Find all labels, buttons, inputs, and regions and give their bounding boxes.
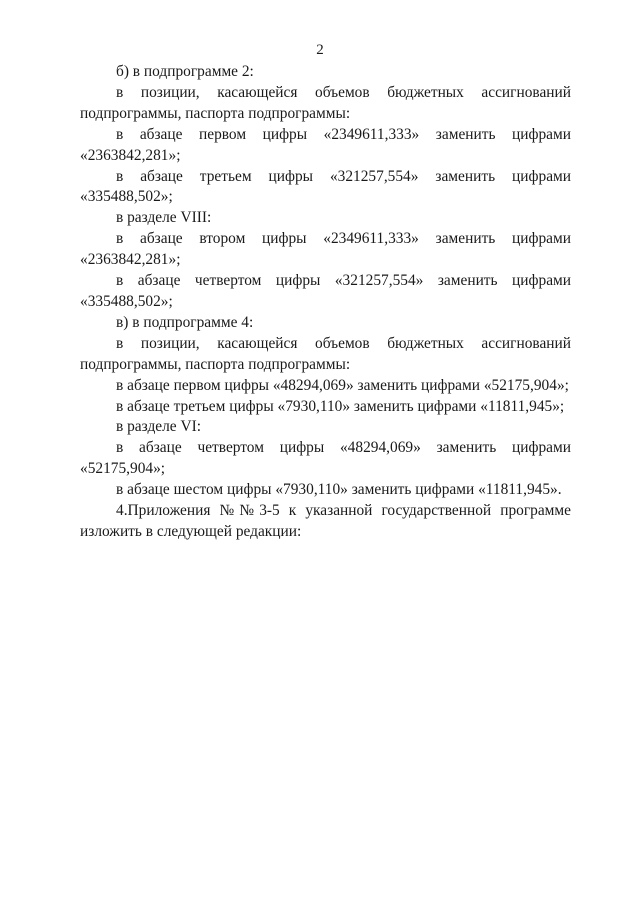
text-line: «52175,904»; [80, 460, 166, 478]
section-vi-heading: в разделе VI: [116, 418, 201, 436]
text-line: в абзаце третьем цифры «321257,554» заменить цифрами [116, 167, 571, 185]
text-line: «2363842,281»; [80, 146, 181, 164]
text-line: в абзаце шестом цифры «7930,110» заменить цифрами «11811,945». [116, 481, 562, 499]
text-line: изложить в следующей редакции: [80, 522, 302, 540]
text-line: подпрограммы, паспорта подпрограммы: [80, 355, 351, 373]
text-line: «2363842,281»; [80, 251, 181, 269]
text-line: в абзаце первом цифры «2349611,333» заменить цифрами [116, 125, 571, 143]
text-line: подпрограммы, паспорта подпрограммы: [80, 104, 351, 122]
text-line: в абзаце втором цифры «2349611,333» заменить цифрами [116, 230, 571, 248]
appendices-paragraph: 4.Приложения №№3-5 к указанной государственной программе [116, 502, 571, 520]
text-line: «335488,502»; [80, 188, 173, 206]
text-line: «335488,502»; [80, 292, 173, 310]
text-line: в абзаце четвертом цифры «321257,554» заменить цифрами [116, 272, 571, 290]
subprogram-2-heading: б) в подпрограмме 2: [116, 63, 254, 80]
page-number: 2 [316, 42, 324, 58]
text-line: в позиции, касающейся объемов бюджетных ассигнований [116, 83, 571, 101]
subprogram-4-heading: в) в подпрограмме 4: [116, 313, 254, 331]
document-body [80, 62, 571, 543]
text-line: в абзаце третьем цифры «7930,110» заменить цифрами «11811,945»; [116, 397, 565, 415]
section-viii-heading: в разделе VIII: [116, 209, 212, 227]
text-line: в абзаце четвертом цифры «48294,069» заменить цифрами [116, 439, 571, 457]
text-line: в абзаце первом цифры «48294,069» заменить цифрами «52175,904»; [116, 376, 569, 394]
text-line: в позиции, касающейся объемов бюджетных ассигнований [116, 334, 571, 352]
